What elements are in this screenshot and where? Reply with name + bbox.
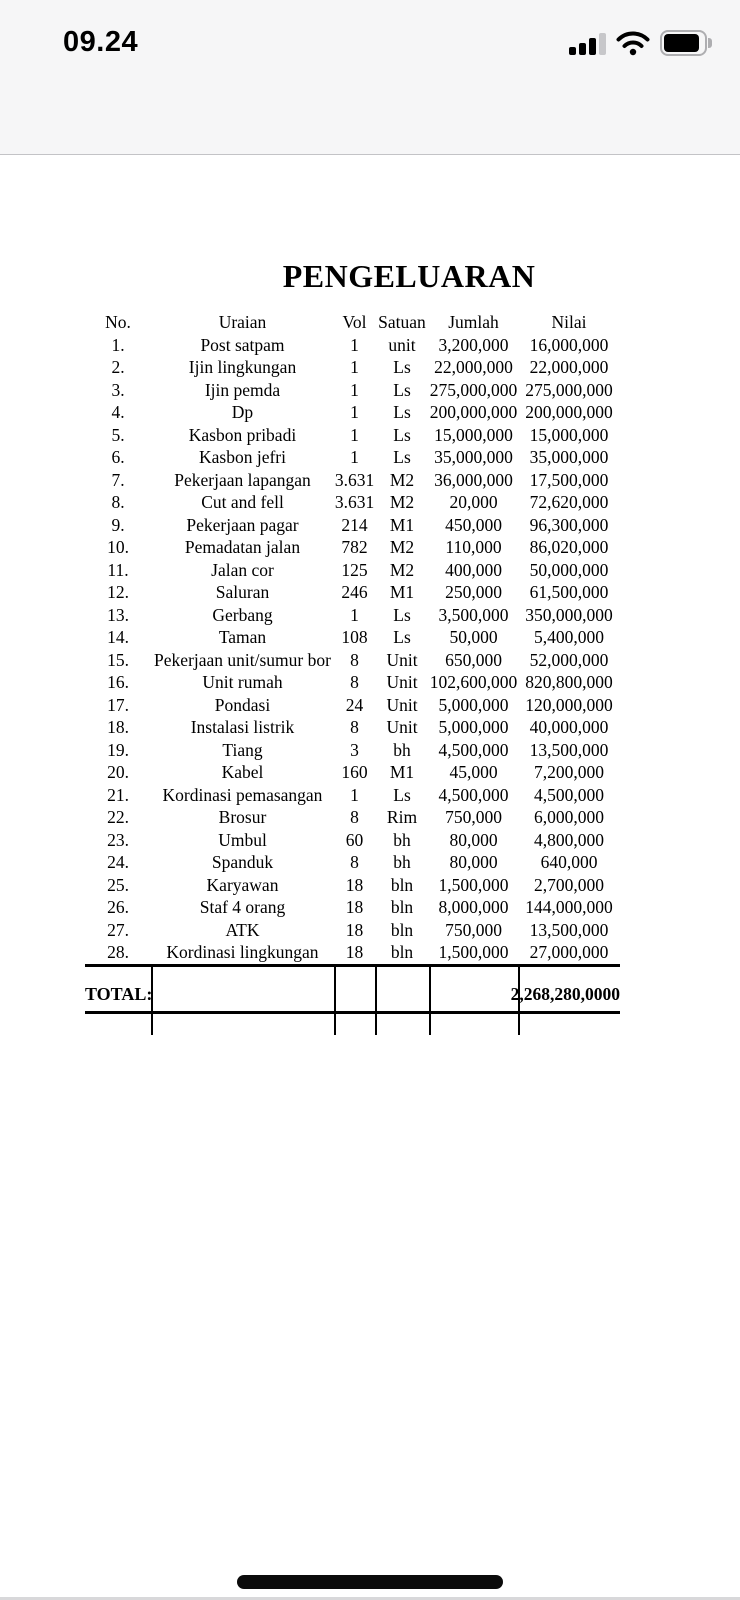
table-cell: Jalan cor	[211, 559, 274, 580]
table-cell: 22,000,000	[529, 357, 609, 377]
table-cell: 50,000,000	[529, 559, 609, 580]
table-cell: Brosur	[218, 807, 267, 827]
table-cell: M1	[389, 762, 415, 782]
table-row	[85, 604, 620, 627]
table-cell: Rim	[386, 807, 418, 827]
table-cell: Ijin pemda	[204, 379, 281, 400]
total-row	[85, 964, 620, 1014]
table-cell: 3.631	[334, 492, 375, 512]
table-cell: Ls	[393, 447, 411, 467]
table-cell: Ls	[393, 604, 411, 625]
table-cell: Staf 4 orang	[199, 897, 286, 917]
table-cell: 1	[350, 424, 359, 445]
table-cell: 3,200,000	[438, 334, 509, 355]
total-label: TOTAL:	[85, 983, 153, 1004]
table-row	[85, 379, 620, 402]
table-cell: 17,500,000	[529, 469, 609, 490]
table-cell: Spanduk	[211, 852, 274, 872]
table-cell: Pekerjaan lapangan	[174, 469, 311, 490]
table-cell: 26.	[107, 897, 129, 917]
table-cell: Ijin lingkungan	[188, 357, 297, 377]
table-cell: 24	[345, 694, 364, 715]
table-cell: 28.	[107, 942, 129, 962]
table-cell: Taman	[218, 627, 267, 647]
table-cell: 5,400,000	[534, 627, 604, 647]
table-cell: 21.	[107, 784, 129, 805]
table-cell: Post satpam	[200, 334, 285, 355]
table-cell: M1	[389, 582, 415, 602]
table-cell: 27.	[107, 919, 129, 940]
table-cell: 18	[345, 874, 364, 895]
table-cell: 6,000,000	[534, 807, 604, 827]
status-time: 09.24	[63, 26, 139, 58]
table-cell: 18	[345, 942, 364, 962]
table-cell: 1	[350, 784, 359, 805]
table-row	[85, 401, 620, 424]
table-cell: 52,000,000	[529, 649, 609, 670]
table-cell: 17.	[107, 694, 129, 715]
table-cell: 13,500,000	[529, 739, 609, 760]
table-cell: Unit rumah	[202, 672, 283, 692]
table-cell: 200,000,000	[429, 402, 518, 422]
table-cell: M2	[389, 469, 415, 490]
table-cell: 50,000	[449, 627, 498, 647]
table-cell: 750,000	[445, 807, 502, 827]
table-cell: 820,800,000	[525, 672, 613, 692]
table-cell: 6.	[111, 447, 125, 467]
table-cell: Dp	[231, 402, 254, 422]
column-header: Jumlah	[448, 312, 499, 332]
battery-icon	[660, 30, 712, 56]
table-cell: 8	[350, 852, 359, 872]
table-cell: bln	[390, 919, 414, 940]
table-row	[85, 424, 620, 447]
table-cell: 22.	[107, 807, 129, 827]
table-cell: 14.	[107, 627, 129, 647]
table-cell: 45,000	[449, 762, 498, 782]
table-cell: 5.	[111, 424, 125, 445]
table-cell: 3.	[111, 379, 125, 400]
table-cell: 246	[341, 582, 368, 602]
table-cell: 15,000,000	[434, 424, 513, 445]
table-cell: bln	[390, 942, 414, 962]
table-cell: 125	[341, 559, 368, 580]
column-header: Uraian	[218, 312, 267, 332]
table-cell: 200,000,000	[525, 402, 613, 422]
table-cell: bh	[393, 829, 411, 850]
table-cell: 1	[350, 402, 359, 422]
table-cell: 3,500,000	[438, 604, 509, 625]
table-cell: 61,500,000	[529, 582, 609, 602]
table-row	[85, 446, 620, 469]
table-row	[85, 941, 620, 964]
table-cell: 8	[350, 807, 359, 827]
table-cell: 13,500,000	[529, 919, 609, 940]
table-header-row	[85, 311, 620, 334]
status-icons	[569, 30, 712, 56]
table-cell: 160	[341, 762, 368, 782]
table-cell: 7.	[111, 469, 125, 490]
table-cell: Ls	[393, 379, 411, 400]
table-row	[85, 716, 620, 739]
table-cell: Kasbon pribadi	[188, 424, 297, 445]
table-cell: 1	[350, 357, 359, 377]
table-cell: 16,000,000	[529, 334, 609, 355]
document-heading: PENGELUARAN	[282, 258, 536, 294]
table-cell: 1,500,000	[438, 942, 509, 962]
table-row	[85, 694, 620, 717]
expense-table	[85, 311, 620, 1035]
table-cell: 640,000	[540, 852, 598, 872]
table-cell: 25.	[107, 874, 129, 895]
table-cell: 8	[350, 649, 359, 670]
table-row	[85, 671, 620, 694]
table-cell: Gerbang	[212, 604, 273, 625]
table-body	[85, 334, 620, 964]
table-cell: 5,000,000	[438, 694, 509, 715]
wifi-icon	[616, 30, 650, 56]
table-cell: 10.	[107, 537, 129, 557]
table-cell: 9.	[111, 514, 125, 535]
table-cell: 450,000	[445, 514, 502, 535]
table-cell: Kordinasi pemasangan	[162, 784, 323, 805]
table-cell: 1	[350, 447, 359, 467]
signal-bar	[569, 47, 576, 55]
table-row	[85, 559, 620, 582]
table-row	[85, 491, 620, 514]
table-cell: 18.	[107, 717, 129, 737]
table-row	[85, 356, 620, 379]
table-cell: 11.	[107, 559, 129, 580]
column-header: No.	[105, 312, 131, 332]
document-page	[0, 156, 740, 1556]
table-row	[85, 514, 620, 537]
table-cell: 650,000	[445, 649, 502, 670]
table-cell: Kabel	[221, 762, 264, 782]
nav-bar	[0, 75, 740, 155]
table-cell: 120,000,000	[525, 694, 613, 715]
table-cell: 102,600,000	[429, 672, 518, 692]
table-cell: 23.	[107, 829, 129, 850]
table-cell: 80,000	[449, 852, 498, 872]
table-cell: bh	[393, 852, 411, 872]
table-cell: Pekerjaan pagar	[186, 514, 299, 535]
table-cell: 24.	[107, 852, 129, 872]
top-chrome	[0, 0, 740, 155]
table-cell: 27,000,000	[529, 942, 609, 962]
table-cell: Unit	[386, 717, 418, 737]
table-cell: 3.631	[334, 469, 375, 490]
table-cell: M2	[389, 492, 415, 512]
status-bar	[0, 0, 740, 70]
table-cell: 750,000	[445, 919, 502, 940]
table-cell: Ls	[393, 424, 411, 445]
table-cell: Tiang	[222, 739, 263, 760]
table-cell: 3	[350, 739, 359, 760]
table-cell: M1	[389, 514, 415, 535]
table-cell: 40,000,000	[529, 717, 609, 737]
table-cell: 5,000,000	[438, 717, 509, 737]
signal-bar	[599, 33, 606, 55]
table-cell: Pemadatan jalan	[184, 537, 301, 557]
table-cell: 350,000,000	[525, 604, 613, 625]
table-cell: 8,000,000	[438, 897, 509, 917]
signal-bar	[589, 38, 596, 55]
table-cell: Unit	[386, 694, 418, 715]
table-row	[85, 469, 620, 492]
table-cell: Kasbon jefri	[199, 447, 286, 467]
table-cell: 4,500,000	[438, 739, 509, 760]
table-cell: Unit	[386, 672, 418, 692]
table-cell: 1.	[111, 334, 125, 355]
table-cell: 18	[345, 897, 364, 917]
table-cell: 1	[350, 334, 359, 355]
table-cell: Karyawan	[206, 874, 279, 895]
table-cell: 4,800,000	[534, 829, 604, 850]
table-row	[85, 761, 620, 784]
table-row	[85, 626, 620, 649]
table-cell: 4.	[111, 402, 125, 422]
table-cell: 1	[350, 379, 359, 400]
column-header: Satuan	[378, 312, 426, 332]
table-cell: 1	[350, 604, 359, 625]
table-row	[85, 806, 620, 829]
table-cell: 16.	[107, 672, 129, 692]
table-row	[85, 581, 620, 604]
table-cell: Ls	[393, 357, 411, 377]
table-cell: bln	[390, 874, 414, 895]
table-cell: 15,000,000	[529, 424, 609, 445]
table-cell: M2	[389, 559, 415, 580]
table-cell: 96,300,000	[529, 514, 609, 535]
table-cell: 8	[350, 672, 359, 692]
table-cell: 4,500,000	[534, 784, 604, 805]
home-indicator[interactable]	[237, 1575, 503, 1589]
table-cell: Unit	[386, 649, 418, 670]
table-cell: Saluran	[215, 582, 270, 602]
table-cell: bh	[393, 739, 411, 760]
table-row	[85, 334, 620, 357]
table-cell: 80,000	[449, 829, 498, 850]
table-cell: 144,000,000	[525, 897, 613, 917]
table-cell: Kordinasi lingkungan	[166, 942, 319, 962]
table-cell: 72,620,000	[529, 492, 609, 512]
table-cell: 15.	[107, 649, 129, 670]
table-cell: Cut and fell	[201, 492, 284, 512]
table-cell: 13.	[107, 604, 129, 625]
table-cell: 22,000,000	[434, 357, 513, 377]
table-cell: 4,500,000	[438, 784, 509, 805]
table-cell: 214	[341, 514, 368, 535]
table-cell: unit	[388, 334, 416, 355]
table-row	[85, 536, 620, 559]
table-cell: 782	[341, 537, 368, 557]
signal-bar	[579, 43, 586, 55]
table-cell: 110,000	[445, 537, 502, 557]
table-cell: 20,000	[449, 492, 498, 512]
table-cell: 2,700,000	[534, 874, 604, 895]
table-row	[85, 739, 620, 762]
column-header: Vol	[342, 312, 367, 332]
table-cell: 8.	[111, 492, 125, 512]
table-cell: 250,000	[445, 582, 502, 602]
table-cell: 108	[341, 627, 368, 647]
table-cell: Instalasi listrik	[190, 717, 295, 737]
table-cell: 1,500,000	[438, 874, 509, 895]
table-stub-row	[85, 1014, 620, 1035]
table-cell: Umbul	[218, 829, 267, 850]
table-cell: 275,000,000	[525, 379, 613, 400]
table-cell: Ls	[393, 784, 411, 805]
table-row	[85, 829, 620, 852]
table-cell: Ls	[393, 402, 411, 422]
total-value: 2,268,280,0000	[518, 967, 620, 1011]
table-cell: 20.	[107, 762, 129, 782]
column-header: Nilai	[551, 312, 587, 332]
table-cell: 275,000,000	[429, 379, 518, 400]
table-cell: ATK	[225, 919, 260, 940]
table-cell: M2	[389, 537, 415, 557]
table-cell: 86,020,000	[529, 537, 609, 557]
table-cell: 2.	[111, 357, 125, 377]
table-cell: 8	[350, 717, 359, 737]
table-row	[85, 649, 620, 672]
table-cell: 35,000,000	[529, 447, 609, 467]
table-cell: 18	[345, 919, 364, 940]
table-row	[85, 851, 620, 874]
table-row	[85, 784, 620, 807]
table-row	[85, 919, 620, 942]
table-row	[85, 896, 620, 919]
table-cell: 19.	[107, 739, 129, 760]
table-row	[85, 874, 620, 897]
table-cell: Pondasi	[214, 694, 271, 715]
cellular-signal-icon	[569, 31, 606, 55]
table-cell: bln	[390, 897, 414, 917]
table-cell: 12.	[107, 582, 129, 602]
table-cell: 35,000,000	[434, 447, 513, 467]
table-cell: 60	[345, 829, 364, 850]
table-cell: 400,000	[445, 559, 502, 580]
table-cell: Pekerjaan unit/sumur bor	[154, 649, 331, 670]
table-cell: Ls	[393, 627, 411, 647]
table-cell: 7,200,000	[534, 762, 604, 782]
table-cell: 36,000,000	[434, 469, 513, 490]
